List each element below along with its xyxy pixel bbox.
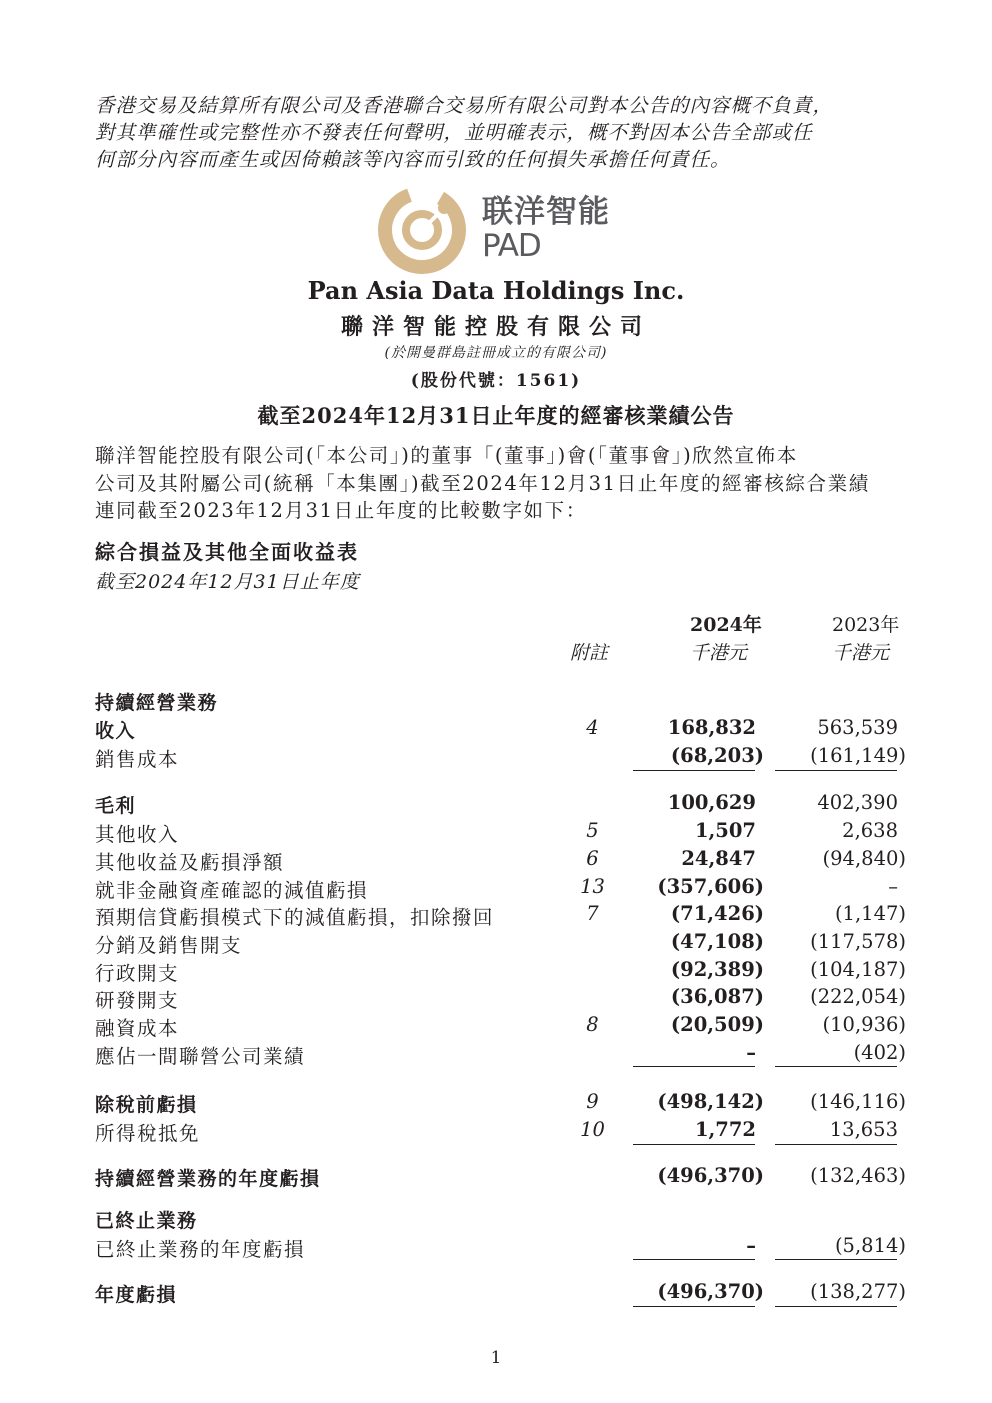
table-row <box>0 1118 992 1146</box>
row-value-2024: (498,142) <box>657 1090 764 1113</box>
table-row <box>0 902 992 930</box>
row-note: 10 <box>580 1118 605 1141</box>
row-note: 4 <box>586 716 599 739</box>
intro-paragraph <box>95 442 905 525</box>
target-dart-icon <box>376 182 472 278</box>
total-rule <box>775 1259 897 1260</box>
row-label: 收入 <box>95 720 137 742</box>
table-row <box>0 791 992 819</box>
row-value-2024: 168,832 <box>667 716 756 739</box>
logo-chinese-name: 联洋智能 <box>482 194 610 230</box>
row-label: 已終止業務 <box>95 1210 198 1232</box>
row-label: 已終止業務的年度虧損 <box>95 1238 306 1261</box>
table-row <box>0 1206 992 1234</box>
row-value-2024: (20,509) <box>670 1013 764 1036</box>
row-value-2023: (222,054) <box>810 985 906 1008</box>
disclaimer-line: 香港交易及結算所有限公司及香港聯合交易所有限公司對本公告的內容概不負責， <box>95 94 834 117</box>
table-row <box>0 744 992 772</box>
row-value-2023: (1,147) <box>834 902 906 925</box>
row-note: 9 <box>586 1090 599 1113</box>
table-row <box>0 819 992 847</box>
table-row <box>0 716 992 744</box>
row-value-2023: 13,653 <box>829 1118 898 1141</box>
row-value-2024: (357,606) <box>657 875 764 898</box>
row-value-2023: (10,936) <box>822 1013 906 1036</box>
row-label: 銷售成本 <box>95 748 180 771</box>
row-value-2023: (117,578) <box>810 930 906 953</box>
row-note: 7 <box>586 902 599 925</box>
header-unit-2023: 千港元 <box>832 642 890 664</box>
row-value-2024: (496,370) <box>657 1280 764 1303</box>
row-value-2023: (104,187) <box>810 958 906 981</box>
row-value-2023: 563,539 <box>817 716 898 739</box>
company-name-chinese: 聯洋智能控股有限公司 <box>340 315 651 340</box>
row-value-2024: 1,772 <box>694 1118 756 1141</box>
row-value-2023: (132,463) <box>810 1164 906 1187</box>
row-label: 持續經營業務的年度虧損 <box>95 1168 321 1190</box>
row-label: 預期信貸虧損模式下的減值虧損，扣除撥回 <box>95 906 495 929</box>
row-value-2023: (161,149) <box>810 744 906 767</box>
row-label: 其他收入 <box>95 823 180 846</box>
disclaimer <box>95 92 905 173</box>
row-label: 其他收益及虧損淨額 <box>95 851 285 874</box>
row-label: 研發開支 <box>95 989 180 1012</box>
table-row <box>0 985 992 1013</box>
header-unit-2024: 千港元 <box>690 642 748 664</box>
row-value-2023: (138,277) <box>810 1280 906 1303</box>
row-label: 毛利 <box>95 795 137 817</box>
stock-code: (股份代號：1561) <box>410 371 582 391</box>
row-value-2023: (5,814) <box>834 1234 906 1257</box>
disclaimer-line: 何部分內容而產生或因倚賴該等內容而引致的任何損失承擔任何責任。 <box>95 148 731 171</box>
incorporation-note: (於開曼群島註冊成立的有限公司) <box>384 345 608 361</box>
header-year-2024: 2024年 <box>690 614 762 636</box>
statement-period: 截至2024年12月31日止年度 <box>95 571 360 593</box>
row-label: 應佔一間聯營公司業績 <box>95 1045 306 1068</box>
row-label: 所得稅抵免 <box>95 1122 201 1145</box>
row-value-2024: 24,847 <box>681 847 756 870</box>
table-row <box>0 875 992 903</box>
row-value-2023: 402,390 <box>817 791 898 814</box>
company-logo <box>376 182 626 278</box>
row-label: 行政開支 <box>95 962 180 985</box>
total-rule <box>775 1066 897 1067</box>
header-note: 附註 <box>570 642 609 664</box>
row-value-2023: (402) <box>853 1041 906 1064</box>
row-note: 8 <box>586 1013 599 1036</box>
statement-title: 綜合損益及其他全面收益表 <box>95 540 359 564</box>
table-row <box>0 1280 992 1308</box>
row-label: 除稅前虧損 <box>95 1094 198 1116</box>
row-value-2023: (146,116) <box>810 1090 906 1113</box>
total-rule <box>775 1306 897 1307</box>
page-number: 1 <box>490 1348 502 1368</box>
logo-english-name: PAD <box>482 228 541 264</box>
total-rule <box>775 770 897 771</box>
row-value-2024: 1,507 <box>694 819 756 842</box>
company-name-english: Pan Asia Data Holdings Inc. <box>307 276 685 305</box>
row-value-2024: (68,203) <box>670 744 764 767</box>
intro-line: 聯洋智能控股有限公司(「本公司」)的董事「(董事」)會(「董事會」)欣然宣佈本 <box>95 444 798 467</box>
row-label: 持續經營業務 <box>95 692 219 714</box>
row-value-2024: 100,629 <box>667 791 756 814</box>
announcement-title: 截至2024年12月31日止年度的經審核業績公告 <box>257 403 735 428</box>
row-label: 融資成本 <box>95 1017 180 1040</box>
total-rule <box>633 770 755 771</box>
table-row <box>0 1013 992 1041</box>
table-row <box>0 1234 992 1262</box>
row-label: 分銷及銷售開支 <box>95 934 243 957</box>
row-label: 就非金融資產確認的減值虧損 <box>95 879 369 902</box>
total-rule <box>633 1144 755 1145</box>
row-value-2024: (92,389) <box>670 958 764 981</box>
row-value-2024: (71,426) <box>670 902 764 925</box>
total-rule <box>633 1306 755 1307</box>
table-row <box>0 1041 992 1069</box>
row-value-2023: – <box>888 875 898 898</box>
row-note: 5 <box>586 819 599 842</box>
row-value-2024: (496,370) <box>657 1164 764 1187</box>
row-value-2024: (47,108) <box>670 930 764 953</box>
table-row <box>0 930 992 958</box>
total-rule <box>775 1144 897 1145</box>
row-value-2024: (36,087) <box>670 985 764 1008</box>
intro-line: 公司及其附屬公司(統稱「本集團」)截至2024年12月31日止年度的經審核綜合業績 <box>95 471 870 495</box>
intro-line: 連同截至2023年12月31日止年度的比較數字如下： <box>95 499 587 522</box>
row-note: 6 <box>586 847 599 870</box>
header-year-2023: 2023年 <box>832 614 900 636</box>
row-note: 13 <box>580 875 605 898</box>
row-value-2023: (94,840) <box>822 847 906 870</box>
disclaimer-line: 對其準確性或完整性亦不發表任何聲明，並明確表示，概不對因本公告全部或任 <box>95 121 813 144</box>
row-value-2024: – <box>746 1041 756 1064</box>
row-value-2024: – <box>746 1234 756 1257</box>
table-row <box>0 1164 992 1192</box>
table-row <box>0 847 992 875</box>
row-label: 年度虧損 <box>95 1284 178 1306</box>
total-rule <box>633 1259 755 1260</box>
table-row <box>0 1090 992 1118</box>
total-rule <box>633 1066 755 1067</box>
table-row <box>0 688 992 716</box>
row-value-2023: 2,638 <box>842 819 898 842</box>
table-row <box>0 958 992 986</box>
